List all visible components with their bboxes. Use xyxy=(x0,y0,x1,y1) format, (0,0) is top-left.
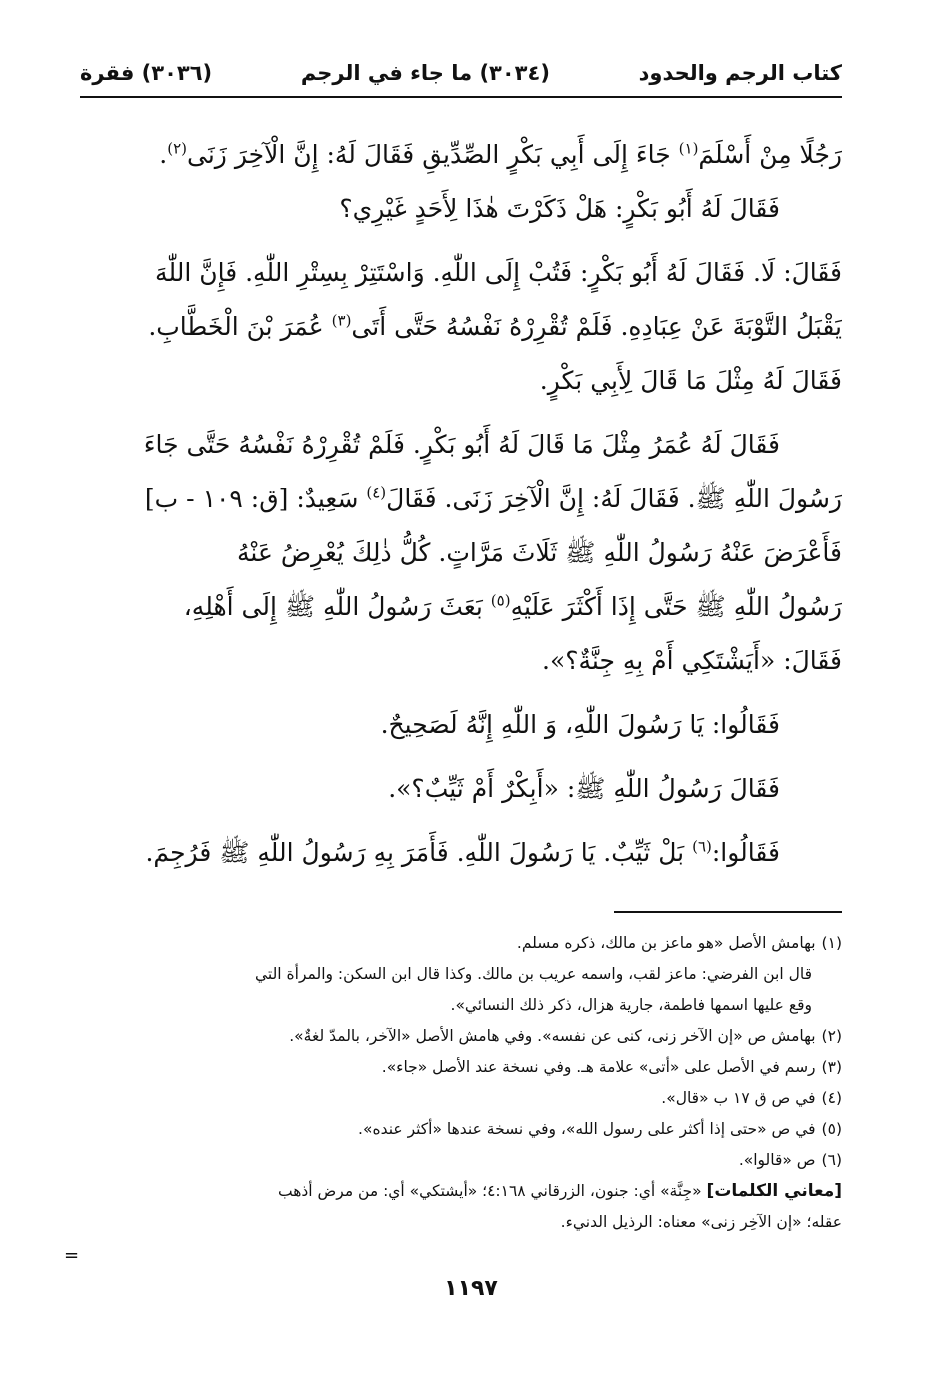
footnote-1-continuation: وقع عليها اسمها فاطمة، جارية هزال، ذكر ذلك النسائي». xyxy=(450,996,812,1014)
text-line: فَأَعْرَضَ عَنْهُ رَسُولُ اللّٰهِ ﷺ ثَلَاثَ مَرَّاتٍ. كُلُّ ذٰلِكَ يُعْرِضُ عَنْهُ xyxy=(237,538,842,567)
text-line: فَقَالَ: «أَيَشْتَكِي أَمْ بِهِ جِنَّةٌ؟». xyxy=(542,646,842,675)
footnote-1-continuation: قال ابن الفرضي: ماعز لقب، واسمه عريب بن مالك. وكذا قال ابن السكن: والمرأة التي xyxy=(254,965,812,983)
text-line: رَجُلًا مِنْ أَسْلَمَ$^{(١)}$ جَاءَ إِلَى أَبِي بَكْرٍ الصِّدِّيقِ فَقَالَ لَهُ: إِنَّ الْآخِرَ زَنَى$^{(٢)}$. xyxy=(159,139,842,169)
header-rule xyxy=(80,96,842,98)
footnote-separator xyxy=(614,911,842,913)
vocabulary-label: [معاني الكلمات] xyxy=(706,1181,842,1201)
text-line: يَقْبَلُ التَّوْبَةَ عَنْ عِبَادِهِ. فَلَمْ تُقْرِرْهُ نَفْسُهُ حَتَّى أَتَى$^{(٣)}$ عُمَرَ بْنَ الْخَطَّابِ. xyxy=(148,311,842,341)
footnote-ref: (٣) xyxy=(331,311,352,330)
footnote-1: (١)بهامش الأصل «هو ماعز بن مالك، ذكره مسلم. xyxy=(516,934,842,952)
hadith-text xyxy=(80,128,842,880)
footnote-ref: (٢) xyxy=(167,139,188,158)
footnote-ref: (٤) xyxy=(366,483,387,502)
paragraph-number: (٣٠٣٦) فقرة xyxy=(80,61,213,85)
vocabulary-note-continuation: عقله؛ «إن الآخِر زنى» معناه: الرذيل الدنيء. xyxy=(560,1213,842,1231)
footnote-2: (٢)بهامش ص «إن الآخر زنى، كنى عن نفسه». وفي هامش الأصل «الآخر، بالمدّ لغةٌ». xyxy=(289,1027,842,1045)
footnote-ref: (٦) xyxy=(692,837,712,856)
footnotes xyxy=(80,928,842,1238)
text-line: فَقَالَ: لَا. فَقَالَ لَهُ أَبُو بَكْرٍ: فَتُبْ إِلَى اللّٰهِ. وَاسْتَتِرْ بِسِتْرِ اللّٰهِ. فَإِنَّ اللّٰهَ xyxy=(155,258,842,287)
continuation-mark: = xyxy=(64,1245,80,1266)
vocabulary-note: [معاني الكلمات] «جِنَّة» أي: جنون، الزرقاني ٤:١٦٨؛ «أيشتكي» أي: من مرض أذهب xyxy=(278,1181,842,1201)
page-number: ١١٩٧ xyxy=(444,1276,498,1301)
running-header xyxy=(80,56,842,90)
text-line: فَقَالُوا:$^{(٦)}$ بَلْ ثَيِّبٌ. يَا رَسُولَ اللّٰهِ. فَأَمَرَ بِهِ رَسُولُ اللّٰهِ ﷺ فَرُجِمَ. xyxy=(145,837,780,867)
footnote-3: (٣)رسم في الأصل على «أتى» علامة هـ. وفي نسخة عند الأصل «جاء». xyxy=(381,1058,842,1076)
chapter-title: (٣٠٣٤) ما جاء في الرجم xyxy=(300,61,550,85)
footnote-ref: (٥) xyxy=(490,591,511,610)
text-line: رَسُولُ اللّٰهِ ﷺ حَتَّى إِذَا أَكْثَرَ عَلَيْهِ$^{(٥)}$ بَعَثَ رَسُولُ اللّٰهِ ﷺ إِلَى أَهْلِهِ، xyxy=(183,591,842,621)
text-line: فَقَالَ لَهُ أَبُو بَكْرٍ: هَلْ ذَكَرْتَ هٰذَا لِأَحَدٍ غَيْرِي؟ xyxy=(339,194,780,223)
text-line: فَقَالَ رَسُولُ اللّٰهِ ﷺ: «أَبِكْرٌ أَمْ ثَيِّبٌ؟». xyxy=(388,774,780,803)
text-line: فَقَالُوا: يَا رَسُولَ اللّٰهِ، وَ اللّٰهِ إِنَّهُ لَصَحِيحٌ. xyxy=(380,710,780,739)
footnote-5: (٥)في ص «حتى إذا أكثر على رسول الله»، وفي نسخة عندها «أكثر عنده». xyxy=(358,1120,842,1138)
footnote-6: (٦)ص «قالوا». xyxy=(738,1151,842,1169)
text-line: رَسُولَ اللّٰهِ ﷺ. فَقَالَ لَهُ: إِنَّ الْآخِرَ زَنَى. فَقَالَ$^{(٤)}$ سَعِيدٌ: [ق: ١٠٩ - ب] xyxy=(144,483,842,513)
text-line: فَقَالَ لَهُ عُمَرُ مِثْلَ مَا قَالَ لَهُ أَبُو بَكْرٍ. فَلَمْ تُقْرِرْهُ نَفْسُهُ حَتَّى جَاءَ xyxy=(143,430,780,459)
footnote-ref: (١) xyxy=(678,139,699,158)
book-title: كتاب الرجم والحدود xyxy=(638,61,842,85)
text-line: فَقَالَ لَهُ مِثْلَ مَا قَالَ لِأَبِي بَكْرٍ. xyxy=(539,366,842,395)
footnote-4: (٤)في ص ق ١٧ ب «قال». xyxy=(661,1089,842,1107)
